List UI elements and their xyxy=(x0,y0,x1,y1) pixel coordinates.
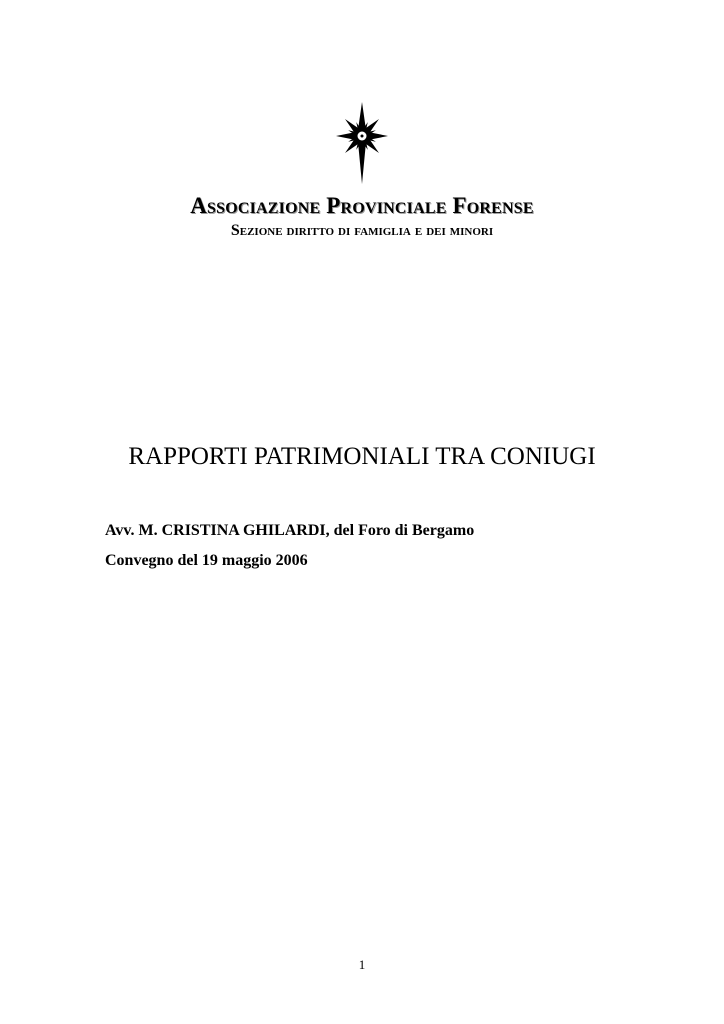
organization-section: Sezione diritto di famiglia e dei minori xyxy=(230,222,494,239)
page-number: 1 xyxy=(358,957,366,972)
organization-name: Associazione Provinciale Forense xyxy=(190,193,534,218)
author-line: Avv. M. CRISTINA GHILARDI, del Foro di Bergamo xyxy=(105,522,475,539)
event-line: Convegno del 19 maggio 2006 xyxy=(105,552,308,569)
compass-star-icon xyxy=(322,100,402,184)
document-title: RAPPORTI PATRIMONIALI TRA CONIUGI xyxy=(128,443,596,470)
